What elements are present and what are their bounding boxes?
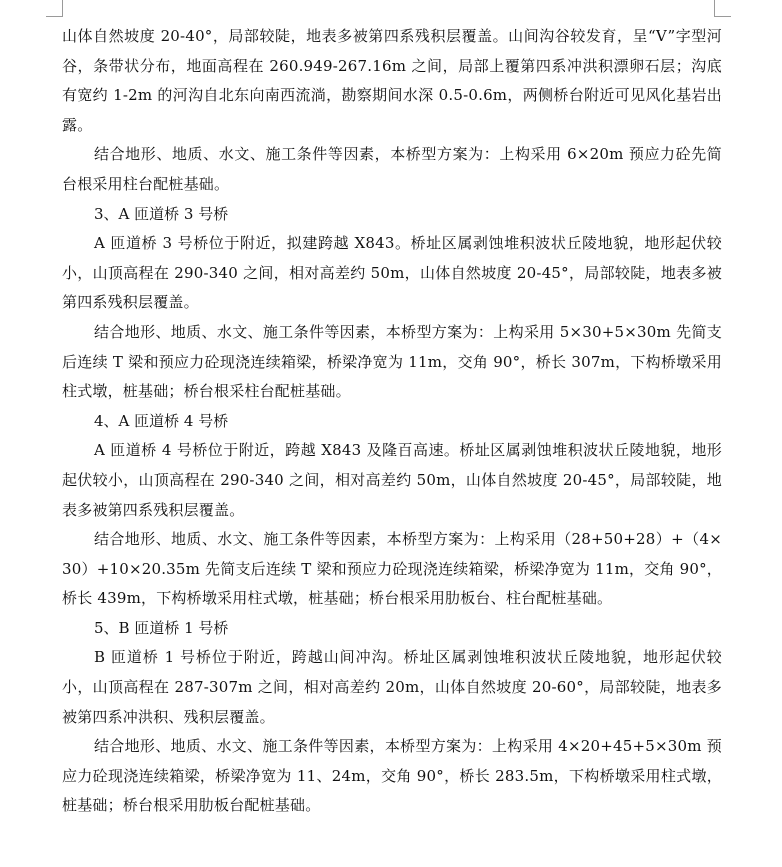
section-heading-a-ramp-bridge-4: 4、A 匝道桥 4 号桥 bbox=[94, 411, 229, 430]
paragraph-b1-scheme: 结合地形、地质、水文、施工条件等因素，本桥型方案为：上构采用 4×20+45+5×30m 预应力砼现浇连续箱梁，桥梁净宽为 11、24m，交角 90°，桥长 283.5m，下构桥墩采用柱式墩，桩基础；桥台根采用肋板台配桩基础。 bbox=[62, 737, 722, 815]
paragraph-a3-site: A 匝道桥 3 号桥位于附近，拟建跨越 X843。桥址区属剥蚀堆积波状丘陵地貌，地形起伏较小，山顶高程在 290-340 之间，相对高差约 50m，山体自然坡度 20-45°，局部较陡，地表多被第四系残积层覆盖。 bbox=[62, 234, 722, 312]
paragraph-a3-scheme: 结合地形、地质、水文、施工条件等因素，本桥型方案为：上构采用 5×30+5×30m 先简支后连续 T 梁和预应力砼现浇连续箱梁，桥梁净宽为 11m，交角 90°，桥长 307m，下构桥墩采用柱式墩，桩基础；桥台根采柱台配桩基础。 bbox=[62, 322, 722, 401]
paragraph-a4-site: A 匝道桥 4 号桥位于附近，跨越 X843 及隆百高速。桥址区属剥蚀堆积波状丘陵地貌，地形起伏较小，山顶高程在 290-340 之间，相对高差约 50m，山体自然坡度 20-45°，局部较陡，地表多被第四系残积层覆盖。 bbox=[62, 441, 722, 519]
margin-corner-mark-left bbox=[46, 0, 63, 17]
paragraph-b1-site: B 匝道桥 1 号桥位于附近，跨越山间冲沟。桥址区属剥蚀堆积波状丘陵地貌，地形起伏较小，山顶高程在 287-307m 之间，相对高差约 20m，山体自然坡度 20-60°，局部较陡，地表多被第四系冲洪积、残积层覆盖。 bbox=[62, 648, 722, 726]
paragraph-a4-scheme: 结合地形、地质、水文、施工条件等因素，本桥型方案为：上构采用（28+50+28）+（4×30）+10×20.35m 先简支后连续 T 梁和预应力砼现浇连续箱梁，桥梁净宽为 11m，交角 90°，桥长 439m，下构桥墩采用柱式墩，桩基础；桥台根采用肋板台、柱台配桩基础。 bbox=[62, 530, 722, 608]
paragraph-bridge-scheme: 结合地形、地质、水文、施工条件等因素，本桥型方案为：上构采用 6×20m 预应力砼先简台根采用柱台配桩基础。 bbox=[62, 145, 722, 193]
document-body[interactable] bbox=[62, 22, 722, 821]
paragraph-terrain-continued: 山体自然坡度 20-40°，局部较陡，地表多被第四系残积层覆盖。山间沟谷较发育，呈“V”字型河谷，条带状分布，地面高程在 260.949-267.16m 之间，局部上覆第四系冲洪积漂卵石层；沟底有宽约 1-2m 的河沟自北东向南西流淌，勘察期间水深 0.5-0.6m，两侧桥台附近可见风化基岩出露。 bbox=[62, 27, 722, 134]
margin-corner-mark-right bbox=[714, 0, 731, 17]
section-heading-b-ramp-bridge-1: 5、B 匝道桥 1 号桥 bbox=[94, 618, 229, 637]
section-heading-a-ramp-bridge-3: 3、A 匝道桥 3 号桥 bbox=[94, 204, 229, 223]
